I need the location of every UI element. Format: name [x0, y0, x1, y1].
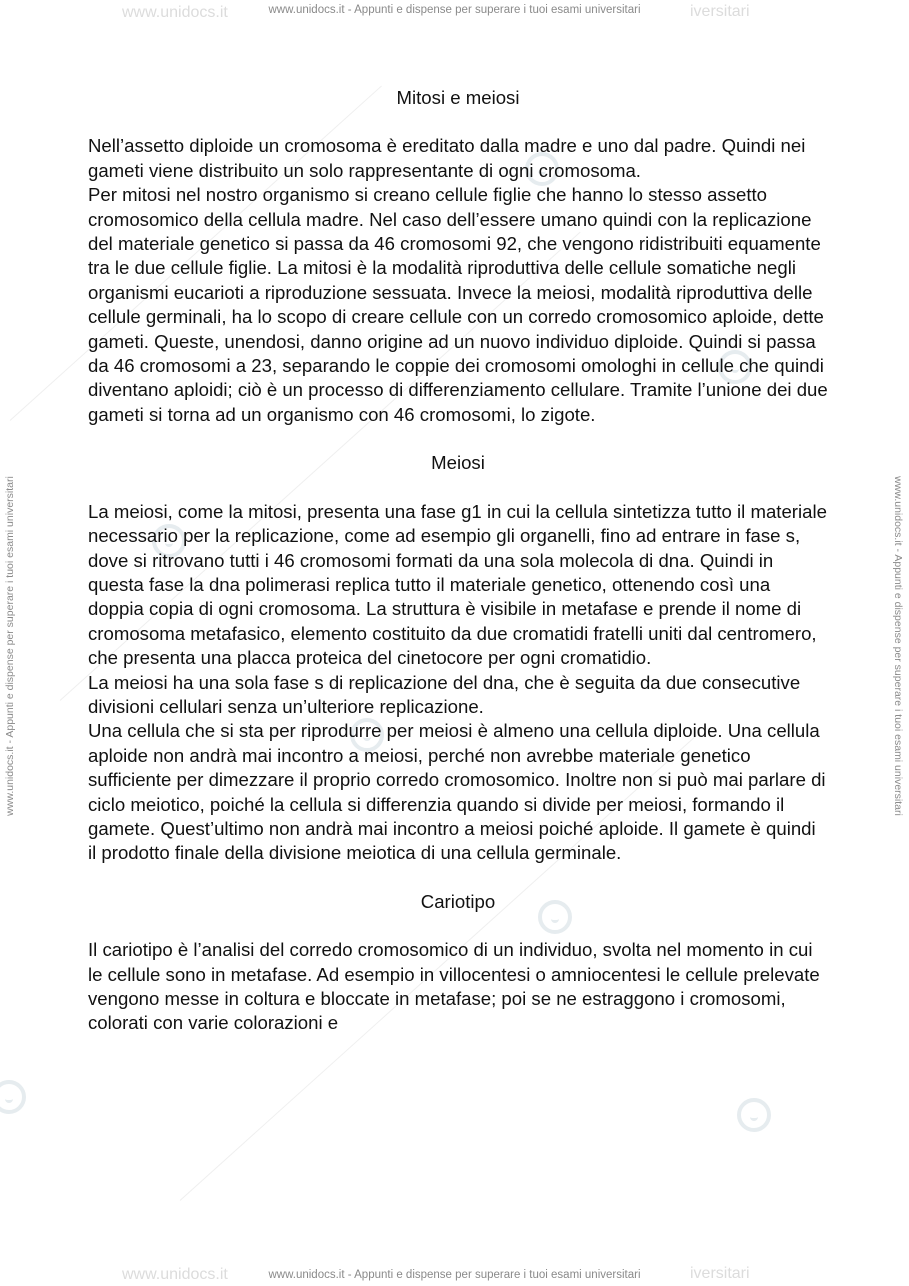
section-title-cariotipo: Cariotipo [420, 890, 496, 912]
paragraph: Nell’assetto diploide un cromosoma è ereditato dalla madre e uno dal padre. Quindi nei gameti viene distribuito un solo rappresentante di ogni cromosoma. [88, 135, 806, 181]
watermark-ghost-right: iversitari [690, 3, 750, 20]
unidocs-smile-icon [0, 1080, 26, 1114]
watermark-banner-bottom: www.unidocs.it - Appunti e dispense per superare i tuoi esami universitari [268, 1269, 641, 1281]
watermark-ghost-left: www.unidocs.it [122, 4, 228, 21]
section-title-mitosi-e-meiosi: Mitosi e meiosi [396, 87, 520, 108]
watermark-side-left: www.unidocs.it - Appunti e dispense per superare i tuoi esami universitari [4, 476, 16, 816]
watermark-ghost-left-bottom: www.unidocs.it [122, 1266, 228, 1283]
paragraph: Per mitosi nel nostro organismo si creano cellule figlie che hanno lo stesso assetto cromosomico della cellula madre. Nel caso dell’essere umano quindi con la replicazione del materiale genetico si passa da 46 cromosomi 92, che vengono ridistribuiti equamente tra le due cellule figlie. La mitosi è la modalità riproduttiva delle cellule somatiche negli organismi eucarioti a riproduzione sessuata. Invece la meiosi, modalità riproduttiva delle cellule germinali, ha lo scopo di creare cellule con un corredo cromosomico aploide, dette gameti. Queste, unendosi, danno origine ad un nuovo individuo diploide. Quindi si passa da 46 cromosomi a 23, separando le coppie dei cromosomi omologhi in cellule che quindi diventano aploidi; ciò è un processo di differenziamento cellulare. Tramite l’unione dei due gameti si torna ad un organismo con 46 cromosomi, lo zigote. [88, 184, 828, 425]
paragraph: Una cellula che si sta per riprodurre per meiosi è almeno una cellula diploide. Una cellula aploide non andrà mai incontro a meiosi, perché non avrebbe materiale genetico sufficiente per dimezzare il proprio corredo cromosomico. Inoltre non si può mai parlare di ciclo meiotico, poiché la cellula si differenzia quando si divide per meiosi, formando il gamete. Quest’ultimo non andrà mai incontro a meiosi poiché aploide. Il gamete è quindi il prodotto finale della divisione meiotica di una cellula germinale. [88, 720, 826, 864]
paragraph: Il cariotipo è l’analisi del corredo cromosomico di un individuo, svolta nel momento in cui le cellule sono in metafase. Ad esempio in villocentesi o amniocentesi le cellule prelevate vengono messe in coltura e bloccate in metafase; poi se ne estraggono i cromosomi, colorati con varie colorazioni e [88, 939, 820, 1034]
watermark-ghost-right-bottom: iversitari [690, 1265, 750, 1282]
section-title-meiosi: Meiosi [431, 452, 485, 474]
paragraph: La meiosi, come la mitosi, presenta una fase g1 in cui la cellula sintetizza tutto il materiale necessario per la replicazione, come ad esempio gli organelli, fino ad entrare in fase s, dove si ritrovano tutti i 46 cromosomi formati da una sola molecola di dna. Quindi in questa fase la dna polimerasi replica tutto il materiale genetico, ottenendo così una doppia copia di ogni cromosoma. La struttura è visibile in metafase e prende il nome di cromosoma metafasico, elemento costituito da due cromatidi fratelli uniti dal centromero, che presenta una placca proteica del cinetocore per ogni cromatidio. [88, 500, 827, 669]
watermark-side-right: www.unidocs.it - Appunti e dispense per superare i tuoi esami universitari [892, 476, 904, 816]
watermark-banner-top: www.unidocs.it - Appunti e dispense per superare i tuoi esami universitari [268, 4, 641, 16]
paragraph: La meiosi ha una sola fase s di replicazione del dna, che è seguita da due consecutive divisioni cellulari senza un’ulteriore replicazione. [88, 671, 801, 717]
unidocs-smile-icon [737, 1098, 771, 1132]
document-body [88, 86, 828, 1036]
